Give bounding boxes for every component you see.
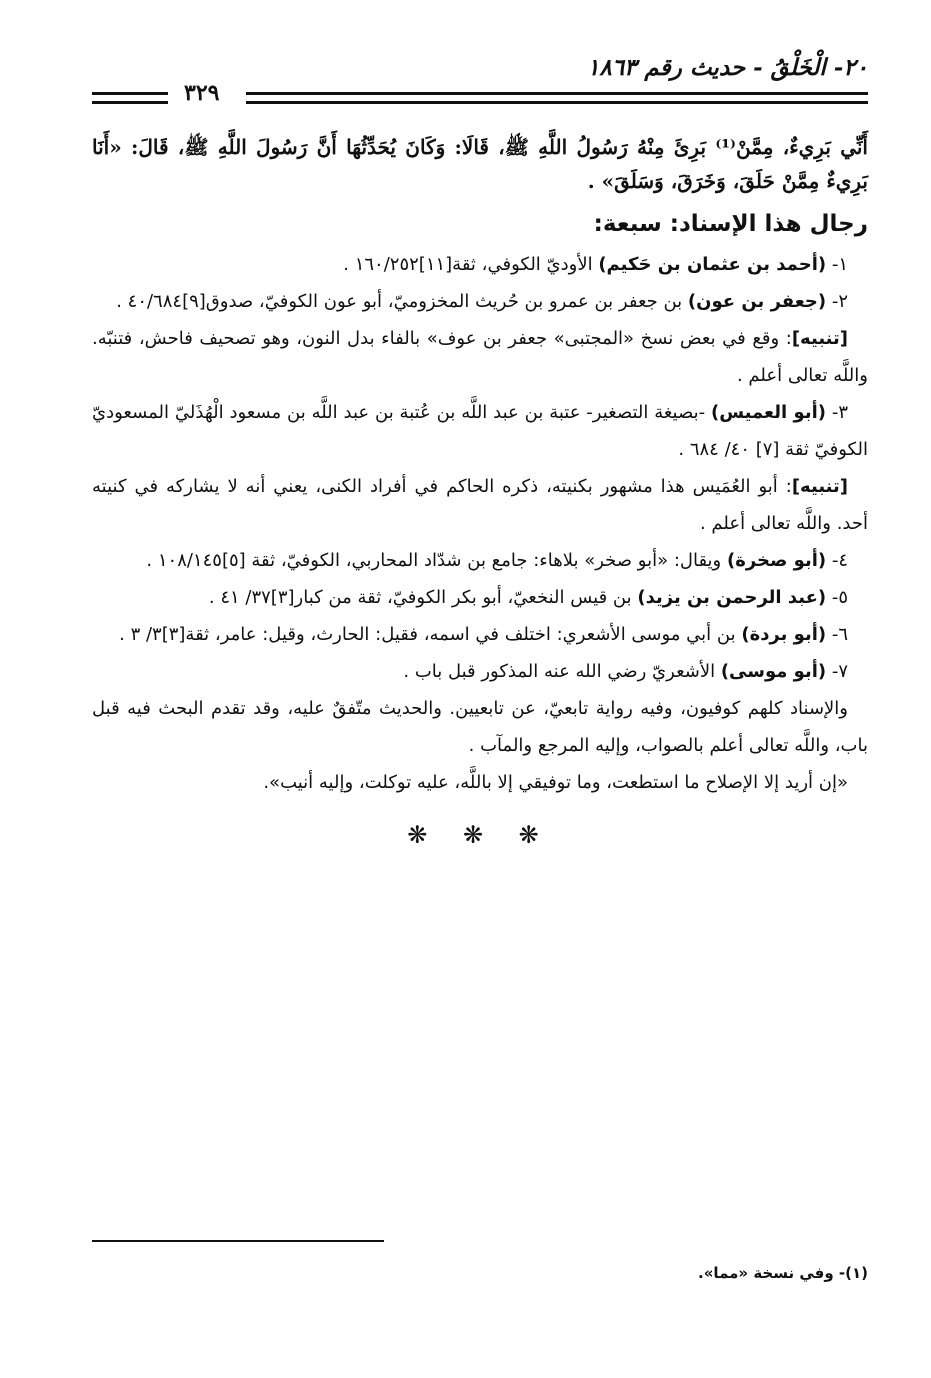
narrator-7: [92, 653, 868, 690]
narrator-number: ١-: [826, 254, 848, 275]
chapter-title: ٢٠- الْخَلْقُ - حديث رقم ١٨٦٣: [587, 54, 868, 81]
narrator-number: ٦-: [826, 624, 848, 645]
header-double-rule-left: [92, 92, 168, 104]
narrator-details: بن جعفر بن عمرو بن حُريث المخزوميّ، أبو عون الكوفيّ، صدوق[٩]٤٠/٦٨٤ .: [116, 291, 688, 312]
note-text: : وقع في بعض نسخ «المجتبى» جعفر بن عوف» بالفاء بدل النون، وهو تصحيف فاحش، فتنبّه. واللَّه تعالى أعلم .: [92, 328, 868, 386]
footnote: (١)- وفي نسخة «مما».: [698, 1264, 868, 1282]
narrator-6: [92, 616, 868, 653]
narrator-3: [92, 394, 868, 468]
narrator-name: (أبو العميس): [710, 402, 826, 423]
note-1: [92, 320, 868, 394]
book-page: [92, 52, 868, 1352]
narrator-name: (أحمد بن عثمان بن حَكيم): [598, 254, 827, 275]
hadith-text: أَنِّي بَرِيءٌ، مِمَّنْ⁽¹⁾ بَرِئَ مِنْهُ رَسُولُ اللَّهِ ﷺ، قَالَا: وَكَانَ يُحَدِّثُهَا أَنَّ رَسُولَ اللَّهِ ﷺ، قَالَ: «أَنَا بَرِيءٌ مِمَّنْ حَلَقَ، وَخَرَقَ، وَسَلَقَ» .: [92, 135, 868, 193]
narrator-2: [92, 283, 868, 320]
section-separator-stars: ❋ ❋ ❋: [407, 821, 553, 849]
footnote-rule: [92, 1240, 384, 1242]
narrator-details: بن قيس النخعيّ، أبو بكر الكوفيّ، ثقة من كبار[٣]٣٧/ ٤١ .: [208, 587, 638, 608]
narrator-number: ٣-: [825, 402, 849, 423]
section-heading: رجال هذا الإسناد: سبعة:: [593, 211, 868, 237]
narrator-number: ٤-: [826, 550, 848, 571]
running-head: [92, 52, 868, 106]
narrator-name: (أبو صخرة): [726, 550, 827, 571]
narrator-4: [92, 542, 868, 579]
narrator-5: [92, 579, 868, 616]
narrator-number: ٧-: [826, 661, 848, 682]
narrator-1: [92, 246, 868, 283]
note-2: [92, 468, 868, 542]
narrator-number: ٥-: [826, 587, 848, 608]
narrator-details: الأشعريّ رضي الله عنه المذكور قبل باب .: [403, 661, 721, 682]
page-number: ٣٢٩: [178, 80, 225, 106]
narrator-name: (أبو بردة): [741, 624, 827, 645]
narrator-name: (عبد الرحمن بن يزيد): [637, 587, 827, 608]
narrator-details: الأوديّ الكوفي، ثقة[١١]١٦٠/٢٥٢ .: [343, 254, 599, 275]
isnad-conclusion: والإسناد كلهم كوفيون، وفيه رواية تابعيّ، عن تابعيين. والحديث متّفقٌ عليه، وقد تقدم البحث فيه قبل باب، واللَّه تعالى أعلم بالصواب، وإليه المرجع والمآب .: [92, 698, 868, 756]
note-text: : أبو العُمَيس هذا مشهور بكنيته، ذكره الحاكم في أفراد الكنى، يعني أنه لا يشاركه في كنيته أحد. واللَّه تعالى أعلم .: [92, 476, 868, 534]
note-label: [تنبيه]: [791, 476, 848, 497]
narrator-details: بن أبي موسى الأشعري: اختلف في اسمه، فقيل: الحارث، وقيل: عامر، ثقة[٣]٣/ ٣ .: [119, 624, 742, 645]
header-double-rule-right: [246, 92, 868, 104]
note-label: [تنبيه]: [791, 328, 848, 349]
page-content: [92, 130, 868, 849]
narrator-details: ويقال: «أبو صخر» بلاهاء: جامع بن شدّاد المحاربي، الكوفيّ، ثقة [٥]١٠٨/١٤٥ .: [146, 550, 727, 571]
narrator-name: (جعفر بن عون): [687, 291, 827, 312]
narrator-number: ٢-: [826, 291, 848, 312]
narrator-details: -بصيغة التصغير- عتبة بن عبد اللَّه بن عُتبة بن عبد اللَّه بن مسعود الْهُذَليّ المسعوديّ الكوفيّ ثقة [٧] ٤٠/ ٦٨٤ .: [92, 402, 868, 460]
closing-quote: «إن أريد إلا الإصلاح ما استطعت، وما توفيقي إلا باللَّه، عليه توكلت، وإليه أنيب».: [263, 772, 848, 793]
narrator-name: (أبو موسى): [720, 661, 827, 682]
